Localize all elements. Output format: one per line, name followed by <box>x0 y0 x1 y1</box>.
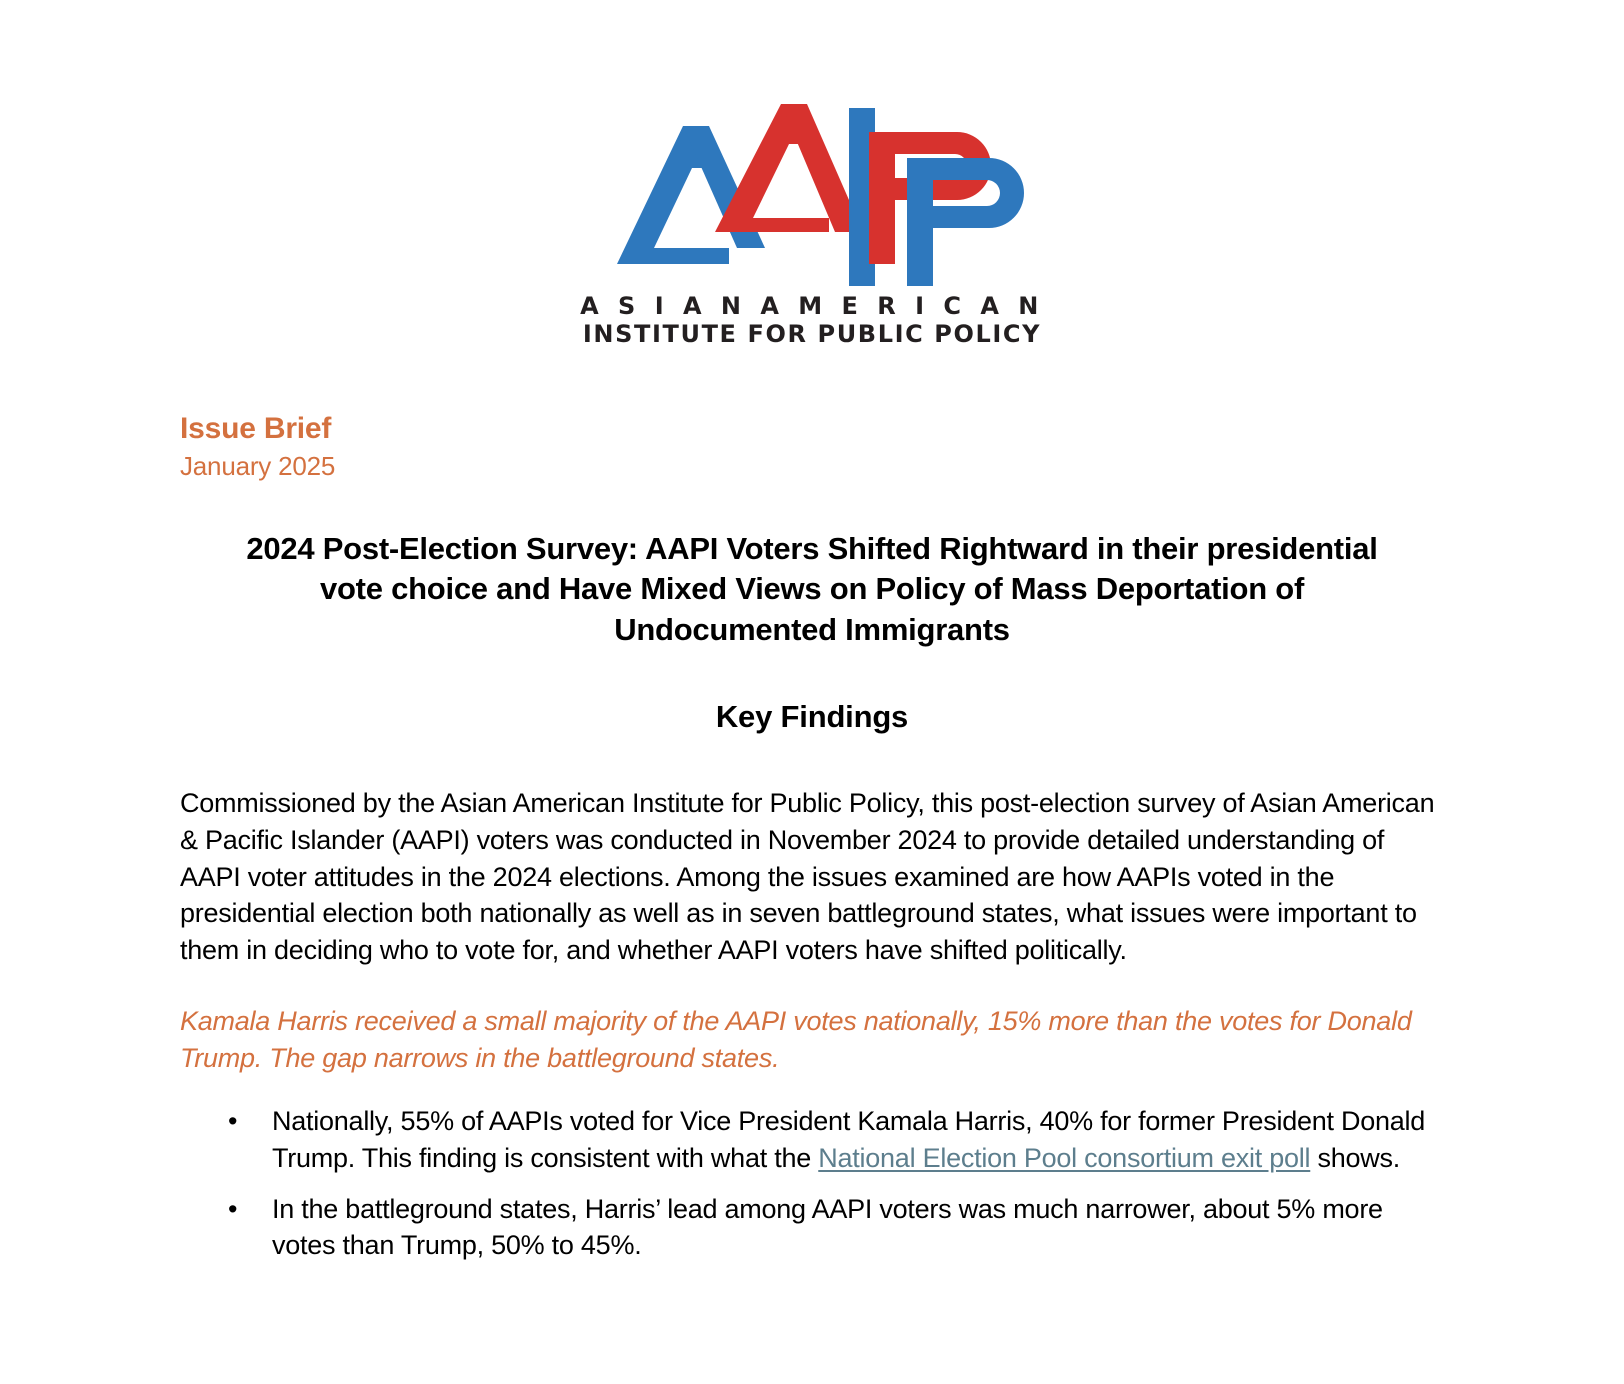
logo-wordmark-line-1: A S I A N A M E R I C A N <box>580 292 1044 320</box>
aaipp-logo-icon <box>597 96 1027 286</box>
bullet-icon: • <box>228 1106 238 1137</box>
section-heading-key-findings: Key Findings <box>715 699 909 735</box>
organization-logo <box>0 0 1624 349</box>
key-findings-list <box>180 1103 1444 1264</box>
national-election-pool-link[interactable]: National Election Pool consortium exit poll <box>818 1142 1311 1173</box>
list-item-text-before-link: Nationally, 55% of AAPIs voted for Vice President Kamala Harris, 40% for former President Donald Trump. This finding is consistent with what the <box>272 1106 1426 1173</box>
issue-brief-label: Issue Brief <box>180 411 332 445</box>
bullet-icon: • <box>228 1193 238 1224</box>
list-item <box>180 1191 1444 1264</box>
intro-paragraph: Commissioned by the Asian American Institute for Public Policy, this post-election survey of Asian American & Pacific Islander (AAPI) voters was conducted in November 2024 to provide detailed understanding of AAPI voter attitudes in the 2024 elections. Among the issues examined are how AAPIs voted in the presidential election both nationally as well as in seven battleground states, what issues were important to them in deciding who to vote for, and whether AAPI voters have shifted politically. <box>180 788 1435 966</box>
lead-in-statement: Kamala Harris received a small majority of the AAPI votes nationally, 15% more than the votes for Donald Trump. The gap narrows in the battleground states. <box>180 1005 1412 1073</box>
issue-date: January 2025 <box>180 451 336 482</box>
list-item <box>180 1103 1444 1176</box>
logo-wordmark-line-2: INSTITUTE FOR PUBLIC POLICY <box>582 320 1042 349</box>
list-item-text-before-link: In the battleground states, Harris’ lead among AAPI voters was much narrower, about 5% more votes than Trump, 50% to 45%. <box>272 1193 1383 1261</box>
document-content <box>0 411 1624 1265</box>
page-title: 2024 Post-Election Survey: AAPI Voters Shifted Rightward in their presidential vote choice and Have Mixed Views on Policy of Mass Deportation of Undocumented Immigrants <box>246 530 1378 648</box>
list-item-text-after-link: shows. <box>1310 1142 1401 1173</box>
